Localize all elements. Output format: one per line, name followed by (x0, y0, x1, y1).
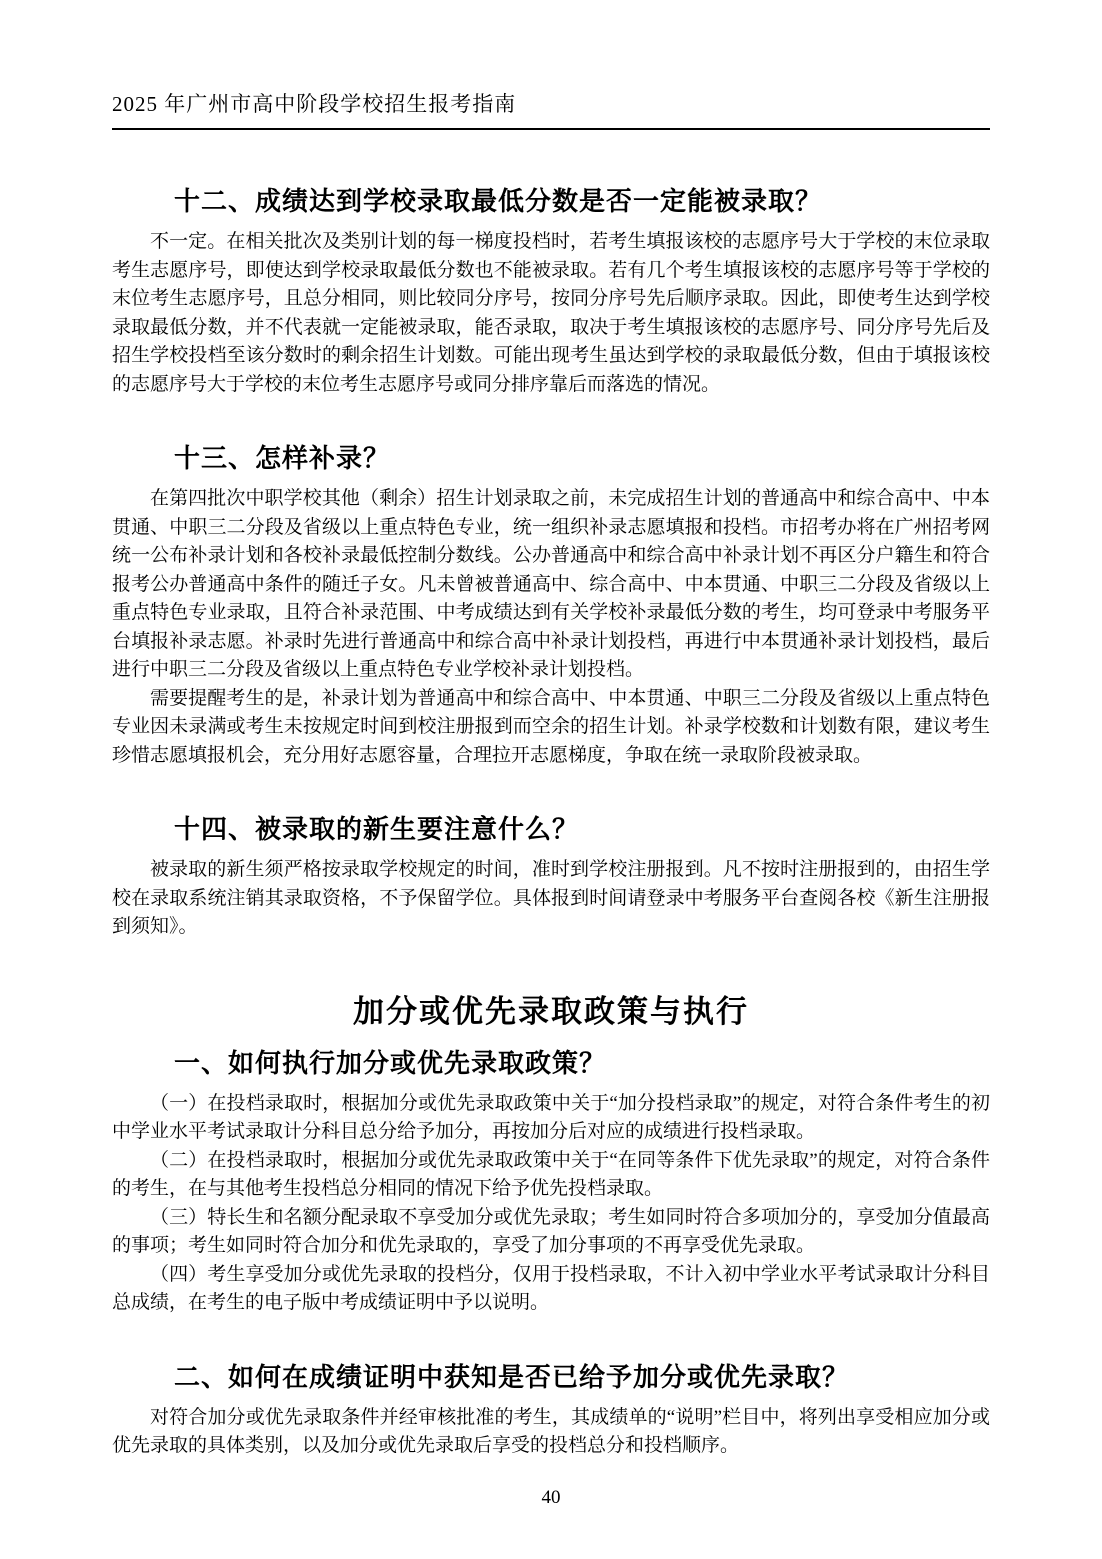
paragraph: 被录取的新生须严格按录取学校规定的时间，准时到学校注册报到。凡不按时注册报到的，由招生学校在录取系统注销其录取资格，不予保留学位。具体报到时间请登录中考服务平台查阅各校《新生注册报到须知》。 (112, 859, 990, 937)
chapter-section-1 (112, 1046, 990, 1318)
chapter-section-heading-2: 二、如何在成绩证明中获知是否已给予加分或优先录取？ (174, 1361, 850, 1392)
section-heading-q13: 十三、怎样补录？ (174, 443, 391, 473)
paragraph: （三）特长生和名额分配录取不享受加分或优先录取；考生如同时符合多项加分的，享受加分值最高的事项；考生如同时符合加分和优先录取的，享受了加分事项的不再享受优先录取。 (112, 1206, 990, 1256)
page-content (112, 184, 990, 1461)
section-heading-q14: 十四、被录取的新生要注意什么？ (174, 814, 580, 844)
chapter-section-heading-1: 一、如何执行加分或优先录取政策？ (174, 1047, 607, 1078)
section-heading-q12: 十二、成绩达到学校录取最低分数是否一定能被录取？ (174, 186, 823, 216)
chapter-title: 加分或优先录取政策与执行 (353, 993, 749, 1029)
paragraph: （四）考生享受加分或优先录取的投档分，仅用于投档录取，不计入初中学业水平考试录取计分科目总成绩，在考生的电子版中考成绩证明中予以说明。 (112, 1263, 990, 1313)
paragraph: 不一定。在相关批次及类别计划的每一梯度投档时，若考生填报该校的志愿序号大于学校的末位录取考生志愿序号，即使达到学校录取最低分数也不能被录取。若有几个考生填报该校的志愿序号等于学校的末位考生志愿序号，且总分相同，则比较同分序号，按同分序号先后顺序录取。因此，即使考生达到学校录取最低分数，并不代表就一定能被录取，能否录取，取决于考生填报该校的志愿序号、同分序号先后及招生学校投档至该分数时的剩余招生计划数。可能出现考生虽达到学校的录取最低分数，但由于填报该校的志愿序号大于学校的末位考生志愿序号或同分排序靠后而落选的情况。 (112, 231, 990, 395)
header-title: 2025 年广州市高中阶段学校招生报考指南 (112, 92, 517, 116)
paragraph: （二）在投档录取时，根据加分或优先录取政策中关于“在同等条件下优先录取”的规定，对符合条件的考生，在与其他考生投档总分相同的情况下给予优先投档录取。 (112, 1149, 990, 1199)
paragraph: 对符合加分或优先录取条件并经审核批准的考生，其成绩单的“说明”栏目中，将列出享受相应加分或优先录取的具体类别，以及加分或优先录取后享受的投档总分和投档顺序。 (112, 1406, 990, 1456)
chapter-section-2 (112, 1360, 990, 1461)
page-number: 40 (541, 1487, 561, 1508)
paragraph: 在第四批次中职学校其他（剩余）招生计划录取之前，未完成招生计划的普通高中和综合高中、中本贯通、中职三二分段及省级以上重点特色专业，统一组织补录志愿填报和投档。市招考办将在广州招考网统一公布补录计划和各校补录最低控制分数线。公办普通高中和综合高中补录计划不再区分户籍生和符合报考公办普通高中条件的随迁子女。凡未曾被普通高中、综合高中、中本贯通、中职三二分段及省级以上重点特色专业录取，且符合补录范围、中考成绩达到有关学校补录最低分数的考生，均可登录中考服务平台填报补录志愿。补录时先进行普通高中和综合高中补录计划投档，再进行中本贯通补录计划投档，最后进行中职三二分段及省级以上重点特色专业学校补录计划投档。 (112, 488, 990, 680)
section-q14 (112, 812, 990, 942)
document-header (112, 0, 990, 130)
paragraph: （一）在投档录取时，根据加分或优先录取政策中关于“加分投档录取”的规定，对符合条件考生的初中学业水平考试录取计分科目总分给予加分，再按加分后对应的成绩进行投档录取。 (112, 1092, 990, 1142)
paragraph: 需要提醒考生的是，补录计划为普通高中和综合高中、中本贯通、中职三二分段及省级以上重点特色专业因未录满或考生未按规定时间到校注册报到而空余的招生计划。补录学校数和计划数有限，建议考生珍惜志愿填报机会，充分用好志愿容量，合理拉开志愿梯度，争取在统一录取阶段被录取。 (112, 687, 990, 766)
section-q13 (112, 441, 990, 770)
section-q12 (112, 184, 990, 399)
